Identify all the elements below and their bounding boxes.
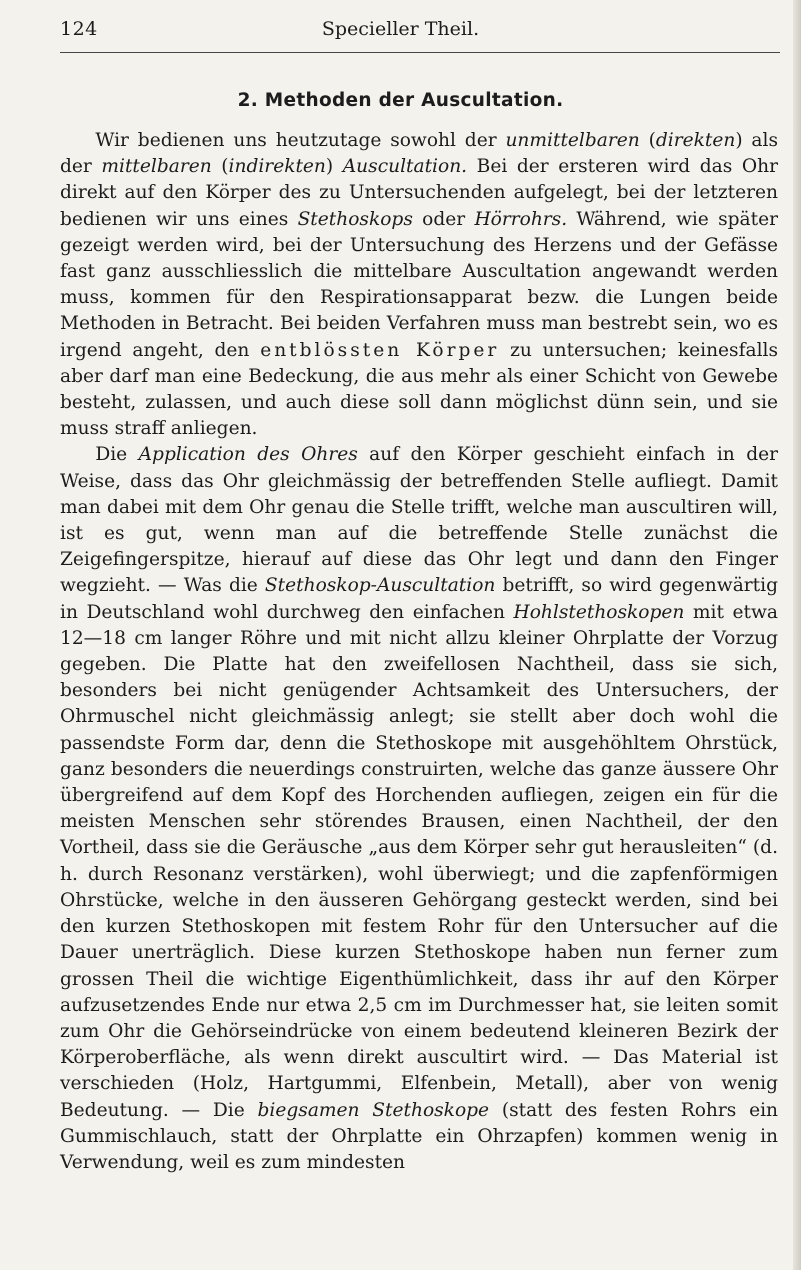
running-head: Specieller Theil.	[321, 18, 480, 40]
italic-term: Hörrohrs.	[474, 208, 568, 230]
italic-term: mittelbaren	[101, 156, 212, 178]
text-run: (	[211, 156, 229, 178]
paragraph	[60, 128, 778, 442]
text-run: mit etwa 12—18 cm langer Röhre und mit nicht allzu kleiner Ohrplatte der Vorzug gegeben. Die Platte hat den zweifellosen Nachtheil, dass sie sich, besonders bei nicht genügender Achtsamkeit des Untersuchers, der Ohrmuschel nicht gleichmässig anlegt; sie stellt aber doch wohl die passendste Form dar, denn die Stethoskope mit ausgehöhltem Ohrstück, ganz besonders die neuerdings construirten, welche das ganze äussere Ohr übergreifend auf dem Kopf des Horchenden aufliegen, zeigen ein für die meisten Menschen sehr störendes Brausen, einen Nachtheil, der den Vortheil, dass sie die Geräusche „aus dem Körper sehr gut herausleiten“ (d. h. durch Resonanz verstärken), wohl überwiegt; und die zapfenförmigen Ohrstücke, welche in den äusseren Gehörgang gesteckt werden, sind bei den kurzen Stethoskopen mit festem Rohr für den Untersucher auf die Dauer unerträglich. Diese kurzen Stethoskope haben nun ferner zum grossen Theil die wichtige Eigenthümlichkeit, dass ihr auf den Körper aufzusetzendes Ende nur etwa 2,5 cm im Durchmesser hat, sie leiten somit zum Ohr die Gehörseindrücke von einem bedeutend kleineren Bezirk der Körperoberfläche, als wenn direkt auscultirt wird. — Das Material ist verschieden (Holz, Hartgummi, Elfenbein, Metall), aber von wenig Bedeutung. — Die	[60, 601, 778, 1121]
page-edge	[793, 0, 801, 1270]
text-run: )	[325, 156, 343, 178]
italic-term: Stethoskops	[297, 208, 413, 230]
italic-term: indirekten	[228, 156, 326, 178]
spaced-emphasis: entblössten Körper	[260, 339, 500, 361]
text-run: oder	[412, 208, 475, 230]
page-number: 124	[60, 18, 98, 40]
section-title: 2. Methoden der Auscultation.	[237, 90, 564, 111]
paragraph	[60, 442, 778, 1176]
italic-term: Auscultation.	[342, 156, 468, 178]
text-run: (statt des festen Rohrs ein Gummischlauch, statt der Ohrplatte ein Ohrzapfen) kommen wenig in Verwendung, weil es zum mindesten	[60, 1099, 779, 1173]
body-text	[60, 128, 778, 1176]
text-run: Während, wie später gezeigt werden wird, bei der Untersuchung des Herzens und der Gefässe fast ganz ausschliesslich die mittelbare Auscultation angewandt werden muss, kommen für den Respirationsapparat bezw. die Lungen beide Methoden in Betracht. Bei beiden Verfahren muss man bestrebt sein, wo es irgend angeht, den	[60, 208, 778, 361]
italic-term: direkten	[655, 130, 736, 151]
italic-term: Hohlstethoskopen	[513, 601, 685, 623]
text-run: Bei der ersteren wird das Ohr direkt auf den Körper des zu Untersuchenden aufgelegt, bei der letzteren bedienen wir uns eines	[60, 156, 778, 230]
header-rule	[60, 52, 780, 53]
text-run: Wir bedienen uns heutzutage sowohl der	[95, 130, 506, 151]
text-run: (	[639, 130, 656, 151]
italic-term: Stethoskop-Auscultation	[264, 575, 496, 597]
text-run: ) als der	[60, 130, 778, 178]
italic-term: biegsamen Stethoskope	[257, 1099, 490, 1121]
text-run: auf den Körper geschieht einfach in der Weise, dass das Ohr gleichmässig der betreffenden Stelle aufliegt. Damit man dabei mit dem Ohr genau die Stelle trifft, welche man auscultiren will, ist es gut, wenn man auf die betreffende Stelle zunächst die Zeigefingerspitze, hierauf auf diese das Ohr legt und dann den Finger wegzieht. — Was die	[60, 444, 778, 597]
italic-term: unmittelbaren	[505, 130, 640, 151]
page-header	[0, 18, 801, 48]
text-run: Die	[95, 444, 139, 466]
text-run: betrifft, so wird gegenwärtig in Deutschland wohl durchweg den einfachen	[60, 575, 778, 623]
italic-term: Application des Ohres	[138, 444, 358, 466]
text-run: zu untersuchen; keinesfalls aber darf man eine Bedeckung, die aus mehr als einer Schicht von Gewebe besteht, zulassen, und auch diese soll dann möglichst dünn sein, und sie muss straff anliegen.	[60, 339, 779, 440]
